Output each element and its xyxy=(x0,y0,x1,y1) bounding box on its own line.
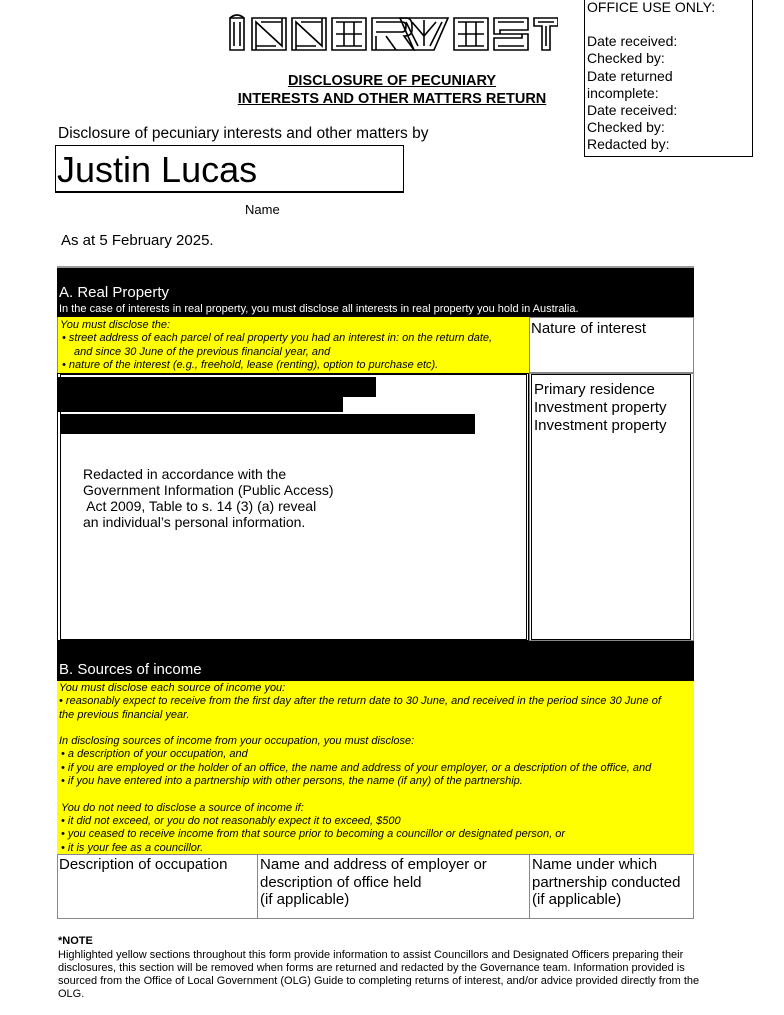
guidance-line: In disclosing sources of income from your occupation, you must disclose: xyxy=(59,735,415,748)
guidance-line: • you ceased to receive income from that source prior to becoming a councillor or designated person, or xyxy=(61,828,566,841)
partnership-column-header xyxy=(529,854,694,919)
section-a-title: A. Real Property xyxy=(59,284,170,301)
name-caption: Name xyxy=(245,202,280,217)
column-header-line: Description of occupation xyxy=(59,856,228,873)
declarant-name-field[interactable]: Justin Lucas xyxy=(55,145,404,193)
guidance-line: and since 30 June of the previous financial year, and xyxy=(74,345,331,358)
guidance-line: You do not need to disclose a source of income if: xyxy=(61,801,304,814)
office-use-line: Date received: xyxy=(587,33,678,50)
redaction-bar xyxy=(57,377,376,397)
redaction-note xyxy=(83,466,334,530)
column-header-line: Name and address of employer or xyxy=(260,856,487,873)
guidance-line: • it did not exceed, or you do not reasonably expect it to exceed, $500 xyxy=(61,814,401,827)
guidance-line: You must disclose the: xyxy=(60,319,171,331)
guidance-line: You must disclose each source of income you: xyxy=(59,682,286,694)
guidance-spacer xyxy=(59,788,694,801)
nature-of-interest-field[interactable] xyxy=(531,374,691,640)
guidance-line: • if you are employed or the holder of an office, the name and address of your employer, or a description of the office, and xyxy=(61,761,652,774)
office-use-line: Date returned xyxy=(587,67,673,84)
redaction-bar xyxy=(58,397,343,412)
guidance-line: • it is your fee as a councillor. xyxy=(61,841,204,854)
section-b-guidance xyxy=(57,681,694,854)
column-header-line: description of office held xyxy=(260,873,422,891)
guidance-line: • reasonably expect to receive from the first day after the return date to 30 June, and received in the period since 30 June of xyxy=(59,695,661,708)
column-header-line: (if applicable) xyxy=(260,891,350,908)
guidance-line: • street address of each parcel of real property you had an interest in: on the return date, xyxy=(62,332,493,345)
office-use-line: Checked by: xyxy=(587,50,665,67)
guidance-line: • if you have entered into a partnership with other persons, the name (if any) of the partnership. xyxy=(61,775,523,788)
office-use-box xyxy=(584,0,753,157)
redaction-bar xyxy=(60,414,475,434)
office-use-title: OFFICE USE ONLY: xyxy=(587,0,716,15)
document-title xyxy=(196,72,588,108)
redaction-note-line: Government Information (Public Access) xyxy=(83,482,334,498)
office-use-line: Checked by: xyxy=(587,119,665,136)
nature-item: Investment property xyxy=(534,417,667,434)
note-title: *NOTE xyxy=(58,935,93,947)
document-title-line-1: DISCLOSURE OF PECUNIARY xyxy=(287,73,497,89)
guidance-line: • nature of the interest (e.g., freehold, lease (renting), option to purchase etc). xyxy=(62,358,439,371)
redaction-note-line: an individual’s personal information. xyxy=(83,514,306,530)
employer-column-header xyxy=(257,854,530,919)
guidance-line: the previous financial year. xyxy=(59,708,190,721)
as-at-date: As at 5 February 2025. xyxy=(61,232,214,249)
guidance-line: • a description of your occupation, and xyxy=(61,748,248,761)
office-use-line: incomplete: xyxy=(587,84,659,101)
redaction-note-line: Act 2009, Table to s. 14 (3) (a) reveal xyxy=(83,498,317,514)
guidance-spacer xyxy=(59,722,694,735)
note-text: Highlighted yellow sections throughout this form provide information to assist Councillors and Designated Officers preparing their disclosures, this section will be removed when forms are returned and redacted by the Governance team. Information provided is sourced from the Office of Local Government (OLG) Guide to completing returns of interest, and/or advice provided directly from the OLG. xyxy=(58,949,700,1000)
occupation-column-header xyxy=(57,854,258,919)
office-use-line: Redacted by: xyxy=(587,136,670,153)
column-header-line: partnership conducted xyxy=(532,873,681,891)
inner-west-logo xyxy=(228,12,558,56)
office-use-line: Date received: xyxy=(587,102,678,119)
nature-item: Primary residence xyxy=(534,381,655,398)
nature-item: Investment property xyxy=(534,399,667,416)
nature-of-interest-header: Nature of interest xyxy=(529,317,694,373)
column-header-line: Name under which xyxy=(532,856,658,873)
section-a-subtitle: In the case of interests in real property, you must disclose all interests in real property you hold in Australia. xyxy=(59,303,579,315)
redaction-note-line: Redacted in accordance with the xyxy=(83,466,287,482)
document-title-line-2: INTERESTS AND OTHER MATTERS RETURN xyxy=(237,91,547,107)
declarant-intro: Disclosure of pecuniary interests and other matters by xyxy=(58,125,429,142)
section-b-title: B. Sources of income xyxy=(59,661,202,678)
column-header-line: (if applicable) xyxy=(532,891,622,908)
section-a-guidance xyxy=(57,317,529,373)
